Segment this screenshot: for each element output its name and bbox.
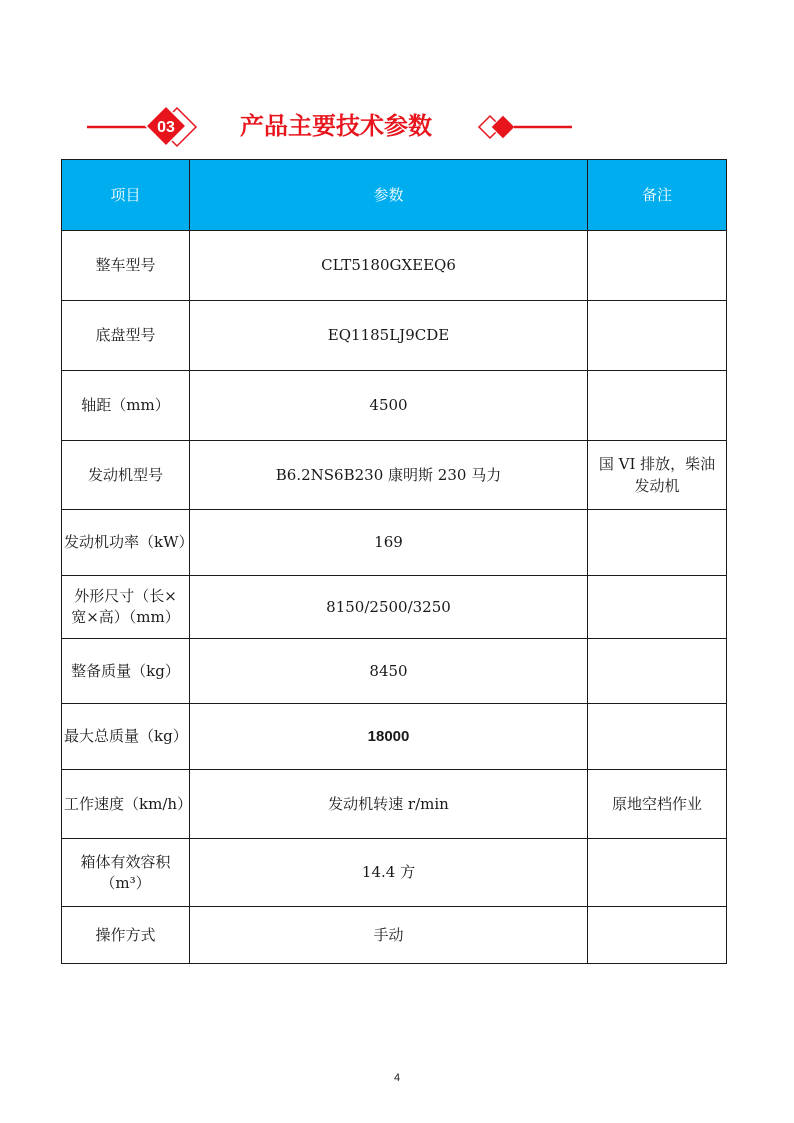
- param-value: EQ1185LJ9CDE: [327, 326, 450, 344]
- item-label: 底盘型号: [95, 326, 156, 344]
- item-cell: [62, 907, 190, 964]
- param-value: 4500: [369, 396, 408, 414]
- table-row: [62, 770, 727, 839]
- table-row: [62, 839, 727, 907]
- remark-line: 国 VI 排放，柴油: [598, 455, 716, 473]
- item-label: 发动机型号: [87, 465, 163, 484]
- param-cell: [190, 510, 588, 576]
- param-value: 发动机转速 r/min: [328, 794, 449, 813]
- param-value: CLT5180GXEEQ6: [321, 256, 456, 274]
- spec-table: [61, 159, 727, 964]
- remark-cell: [588, 301, 727, 371]
- param-cell: [190, 441, 588, 510]
- item-label: 轴距（mm）: [81, 396, 170, 414]
- table-row: [62, 231, 727, 301]
- item-label-line: 外形尺寸（长×: [74, 587, 177, 605]
- remark-cell: [588, 839, 727, 907]
- param-cell: [190, 770, 588, 839]
- item-label: 最大总质量（kg）: [64, 727, 188, 745]
- param-cell: [190, 371, 588, 441]
- header-item: 项目: [62, 160, 190, 231]
- remark-cell: [588, 770, 727, 839]
- param-value: 18000: [367, 728, 410, 745]
- remark-value: 原地空档作业: [611, 794, 702, 813]
- table-row: [62, 704, 727, 770]
- param-cell: [190, 639, 588, 704]
- table-row: [62, 639, 727, 704]
- item-cell: [62, 510, 194, 576]
- param-cell: [190, 301, 588, 371]
- item-label-line: 宽×高）（mm）: [71, 608, 180, 626]
- remark-line: 发动机: [634, 477, 680, 495]
- table-row: [62, 371, 727, 441]
- item-cell: [62, 231, 190, 301]
- page-number: 4: [393, 1072, 401, 1084]
- header-param: 参数: [190, 160, 588, 231]
- remark-cell: [588, 441, 727, 510]
- param-value: B6.2NS6B230 康明斯 230 马力: [275, 465, 502, 484]
- param-cell: [190, 704, 588, 770]
- item-label-line: （m³）: [100, 873, 151, 892]
- param-value: 8450: [369, 661, 408, 680]
- param-value: 手动: [373, 925, 404, 944]
- item-label: 操作方式: [95, 925, 156, 944]
- table-row: [62, 907, 727, 964]
- item-label: 整备质量（kg）: [71, 661, 180, 680]
- header-remark: 备注: [588, 160, 727, 231]
- item-label-line: 箱体有效容积: [80, 852, 171, 871]
- table-row: [62, 576, 727, 639]
- param-value: 14.4 方: [361, 863, 416, 881]
- item-cell: [62, 704, 190, 770]
- param-value: 169: [374, 533, 403, 551]
- item-cell: [62, 576, 190, 639]
- table-header-row: [62, 160, 727, 231]
- remark-cell: [588, 907, 727, 964]
- section-title: 产品主要技术参数: [240, 112, 432, 140]
- item-label: 发动机功率（kW）: [64, 533, 194, 551]
- table-row: [62, 441, 727, 510]
- item-cell: [62, 839, 190, 907]
- section-number: 03: [157, 119, 175, 136]
- param-value: 8150/2500/3250: [326, 597, 451, 616]
- remark-cell: [588, 576, 727, 639]
- item-cell: [62, 639, 190, 704]
- item-cell: [62, 770, 193, 839]
- remark-cell: [588, 231, 727, 301]
- table-row: [62, 301, 727, 371]
- item-label: 整车型号: [95, 256, 156, 274]
- item-cell: [62, 441, 190, 510]
- param-cell: [190, 231, 588, 301]
- param-cell: [190, 839, 588, 907]
- param-cell: [190, 576, 588, 639]
- item-label: 工作速度（km/h）: [64, 794, 193, 813]
- table-row: [62, 510, 727, 576]
- item-cell: [62, 301, 190, 371]
- param-cell: [190, 907, 588, 964]
- remark-cell: [588, 639, 727, 704]
- item-cell: [62, 371, 190, 441]
- remark-cell: [588, 704, 727, 770]
- remark-cell: [588, 510, 727, 576]
- remark-cell: [588, 371, 727, 441]
- filled-diamond-right: [491, 115, 515, 139]
